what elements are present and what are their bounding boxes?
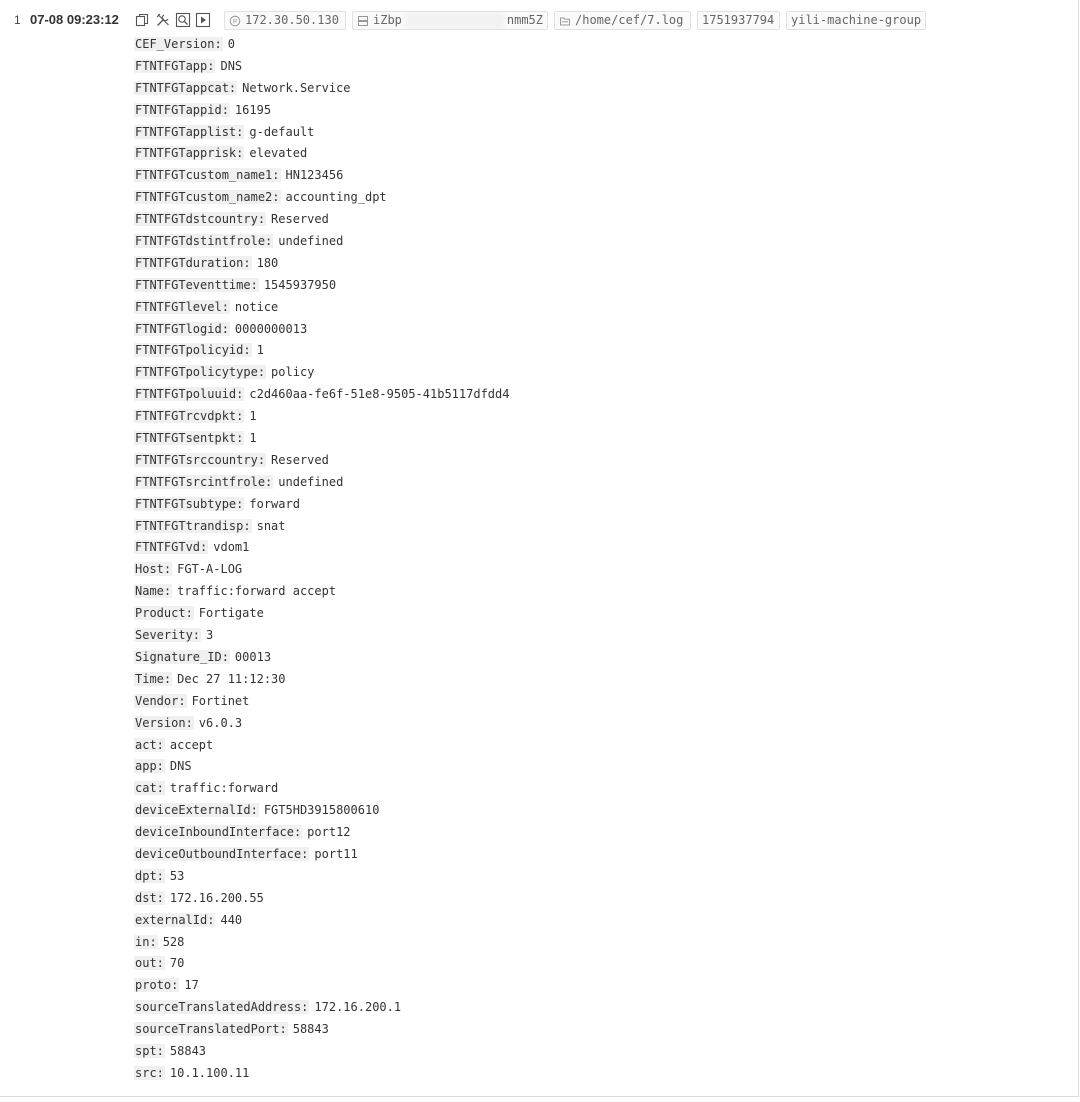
log-field-row (134, 603, 1034, 625)
log-field-list (134, 34, 1034, 1085)
tag-ip[interactable] (224, 11, 346, 30)
field-value[interactable]: 0000000013 (234, 321, 308, 336)
field-key[interactable]: FTNTFGTrcvdpkt: (135, 409, 244, 424)
field-key[interactable]: FTNTFGTpolicyid: (135, 343, 251, 358)
field-key[interactable]: FTNTFGTsrcintfrole: (135, 474, 273, 489)
copy-icon[interactable] (134, 12, 150, 28)
log-field-row (134, 713, 1034, 735)
field-value[interactable]: 440 (220, 912, 243, 927)
field-key[interactable]: cat: (135, 781, 164, 796)
svg-text:IP: IP (232, 18, 238, 25)
field-key[interactable]: FTNTFGTcustom_name2: (135, 190, 280, 205)
tag-group-value: yili-machine-group (791, 13, 922, 27)
log-field-row (134, 165, 1034, 187)
field-value[interactable]: 70 (169, 956, 185, 971)
log-field-row (134, 975, 1034, 997)
field-key[interactable]: deviceInboundInterface: (135, 825, 302, 840)
field-key[interactable]: Severity: (135, 628, 201, 643)
field-key[interactable]: Vendor: (135, 693, 186, 708)
log-field-row (134, 406, 1034, 428)
log-field-row (134, 143, 1034, 165)
field-value[interactable]: undefined (278, 474, 344, 489)
field-value[interactable]: HN123456 (285, 168, 344, 183)
field-value[interactable]: 1 (249, 431, 257, 446)
field-value[interactable]: traffic:forward (169, 781, 279, 796)
field-key[interactable]: FTNTFGTcustom_name1: (135, 168, 280, 183)
field-key[interactable]: FTNTFGTsrccountry: (135, 452, 266, 467)
log-field-row (134, 537, 1034, 559)
field-value[interactable]: Dec 27 11:12:30 (177, 671, 286, 686)
log-entry-header (0, 10, 1080, 32)
log-field-row (134, 953, 1034, 975)
field-value[interactable]: FGT-A-LOG (177, 562, 243, 577)
field-value[interactable]: 3 (206, 628, 214, 643)
log-field-row (134, 735, 1034, 757)
field-value[interactable]: port11 (314, 846, 358, 861)
log-field-row (134, 997, 1034, 1019)
log-field-row (134, 78, 1034, 100)
log-field-row (134, 756, 1034, 778)
field-key[interactable]: FTNTFGTsentpkt: (135, 431, 244, 446)
field-value[interactable]: Network.Service (242, 80, 351, 95)
log-field-row (134, 231, 1034, 253)
log-field-row (134, 932, 1034, 954)
field-value[interactable]: DNS (169, 759, 192, 774)
field-value[interactable]: policy (271, 365, 315, 380)
field-value[interactable]: 172.16.200.1 (314, 1000, 402, 1015)
field-value[interactable]: FGT5HD3915800610 (263, 803, 380, 818)
field-key[interactable]: FTNTFGTdstcountry: (135, 212, 266, 227)
log-field-row (134, 844, 1034, 866)
field-value[interactable]: 00013 (234, 649, 272, 664)
server-icon (357, 15, 369, 27)
field-value[interactable]: Reserved (271, 452, 329, 467)
log-field-row (134, 691, 1034, 713)
field-value[interactable]: 1 (256, 343, 264, 358)
field-value[interactable]: g-default (249, 124, 315, 139)
field-key[interactable]: in: (135, 934, 157, 949)
field-value[interactable]: elevated (249, 146, 308, 161)
log-field-row (134, 778, 1034, 800)
log-field-row (134, 362, 1034, 384)
log-field-row (134, 187, 1034, 209)
log-field-row (134, 275, 1034, 297)
tag-hostname-suffix: nmm5Z (506, 13, 543, 27)
log-field-row (134, 1063, 1034, 1085)
field-key[interactable]: Host: (135, 562, 172, 577)
field-key[interactable]: Name: (135, 584, 172, 599)
field-key[interactable]: FTNTFGTduration: (135, 255, 251, 270)
field-value[interactable]: c2d460aa-fe6f-51e8-9505-41b5117dfdd4 (249, 387, 510, 402)
tag-group[interactable] (786, 11, 926, 30)
log-field-row (134, 1019, 1034, 1041)
field-key[interactable]: FTNTFGTlevel: (135, 299, 229, 314)
field-value[interactable]: 1545937950 (263, 277, 337, 292)
field-key[interactable]: FTNTFGTpoluuid: (135, 387, 244, 402)
field-key[interactable]: FTNTFGTlogid: (135, 321, 229, 336)
field-value[interactable]: 58843 (169, 1043, 207, 1058)
field-key[interactable]: sourceTranslatedAddress: (135, 1000, 309, 1015)
field-value[interactable]: 16195 (234, 102, 272, 117)
field-key[interactable]: FTNTFGTappid: (135, 102, 229, 117)
field-key[interactable]: dst: (135, 890, 164, 905)
log-field-row (134, 56, 1034, 78)
row-number: 1 (14, 13, 21, 27)
field-key[interactable]: deviceExternalId: (135, 803, 258, 818)
log-timestamp: 07-08 09:23:12 (30, 12, 119, 27)
field-key[interactable]: FTNTFGTvd: (135, 540, 208, 555)
field-value[interactable]: Reserved (271, 212, 329, 227)
tag-hostname[interactable] (352, 11, 548, 30)
field-key[interactable]: deviceOutboundInterface: (135, 846, 309, 861)
field-value[interactable]: port12 (307, 825, 351, 840)
field-key[interactable]: CEF_Version: (135, 37, 222, 51)
field-value[interactable]: 17 (184, 978, 199, 993)
field-value[interactable]: Fortigate (198, 606, 264, 621)
field-value[interactable]: 10.1.100.11 (169, 1065, 250, 1080)
field-key[interactable]: src: (135, 1065, 164, 1080)
field-value[interactable]: 528 (162, 934, 185, 949)
log-field-row (134, 253, 1034, 275)
tag-ip-value: 172.30.50.130 (245, 13, 339, 27)
field-key[interactable]: Time: (135, 671, 172, 686)
tag-hostname-prefix: iZbp (373, 13, 402, 27)
field-value[interactable]: forward (249, 496, 300, 511)
field-key[interactable]: sourceTranslatedPort: (135, 1022, 287, 1037)
field-key[interactable]: FTNTFGTapprisk: (135, 146, 244, 161)
field-key[interactable]: FTNTFGTapp: (135, 58, 215, 73)
log-field-row (134, 625, 1034, 647)
log-field-row (134, 866, 1034, 888)
log-field-row (134, 122, 1034, 144)
log-field-row (134, 669, 1034, 691)
log-field-row (134, 822, 1034, 844)
log-field-row (134, 450, 1034, 472)
field-value[interactable]: 58843 (292, 1022, 329, 1037)
field-value[interactable]: vdom1 (213, 540, 250, 555)
log-field-row (134, 100, 1034, 122)
log-field-row (134, 472, 1034, 494)
field-value[interactable]: 180 (256, 255, 279, 270)
field-key[interactable]: FTNTFGTpolicytype: (135, 365, 266, 380)
field-key[interactable]: FTNTFGTdstintfrole: (135, 234, 273, 249)
field-key[interactable]: dpt: (135, 868, 164, 883)
tools-icon[interactable] (155, 12, 171, 28)
field-value[interactable]: 1 (249, 409, 257, 424)
field-value[interactable]: snat (256, 518, 286, 533)
log-field-row (134, 494, 1034, 516)
field-key[interactable]: FTNTFGTeventtime: (135, 277, 258, 292)
field-value[interactable]: 172.16.200.55 (169, 890, 264, 905)
field-value[interactable]: v6.0.3 (198, 715, 243, 730)
file-path-icon (559, 15, 571, 27)
log-field-row (134, 800, 1034, 822)
field-key[interactable]: FTNTFGTappcat: (135, 80, 237, 95)
field-value[interactable]: 53 (169, 868, 185, 883)
tag-path[interactable] (554, 11, 691, 30)
log-field-row (134, 581, 1034, 603)
field-key[interactable]: app: (135, 759, 164, 774)
field-value[interactable]: accounting_dpt (285, 190, 387, 205)
hostname-redaction (405, 12, 504, 29)
log-field-row (134, 888, 1034, 910)
log-field-row (134, 1041, 1034, 1063)
log-field-row (134, 910, 1034, 932)
field-value[interactable]: notice (234, 299, 279, 314)
field-value[interactable]: DNS (220, 58, 243, 73)
field-value[interactable]: undefined (278, 234, 344, 249)
field-value[interactable]: accept (169, 737, 214, 752)
context-search-icon[interactable] (175, 12, 191, 28)
log-field-row (134, 340, 1034, 362)
log-field-row (134, 297, 1034, 319)
tag-id[interactable] (697, 11, 780, 30)
ip-icon (229, 15, 241, 27)
log-field-row (134, 319, 1034, 341)
field-key[interactable]: FTNTFGTapplist: (135, 124, 244, 139)
field-key[interactable]: act: (135, 737, 164, 752)
field-key[interactable]: Signature_ID: (135, 649, 229, 664)
log-field-row (134, 209, 1034, 231)
tag-id-value: 1751937794 (702, 13, 775, 27)
field-key[interactable]: spt: (135, 1043, 164, 1058)
field-key[interactable]: Version: (135, 715, 193, 730)
field-key[interactable]: externalId: (135, 912, 215, 927)
log-field-row (134, 384, 1034, 406)
play-icon[interactable] (195, 12, 211, 28)
field-key[interactable]: Product: (135, 606, 193, 621)
log-field-row (134, 516, 1034, 538)
field-value[interactable]: traffic:forward accept (177, 584, 337, 599)
field-key[interactable]: FTNTFGTsubtype: (135, 496, 244, 511)
field-value[interactable]: Fortinet (191, 693, 250, 708)
field-value[interactable]: 0 (227, 37, 235, 51)
log-field-row (134, 647, 1034, 669)
field-key[interactable]: proto: (135, 978, 179, 993)
field-key[interactable]: out: (135, 956, 164, 971)
log-field-row (134, 428, 1034, 450)
log-field-row (134, 559, 1034, 581)
field-key[interactable]: FTNTFGTtrandisp: (135, 518, 251, 533)
log-field-row (134, 34, 1034, 56)
tag-path-value: /home/cef/7.log (575, 13, 684, 27)
